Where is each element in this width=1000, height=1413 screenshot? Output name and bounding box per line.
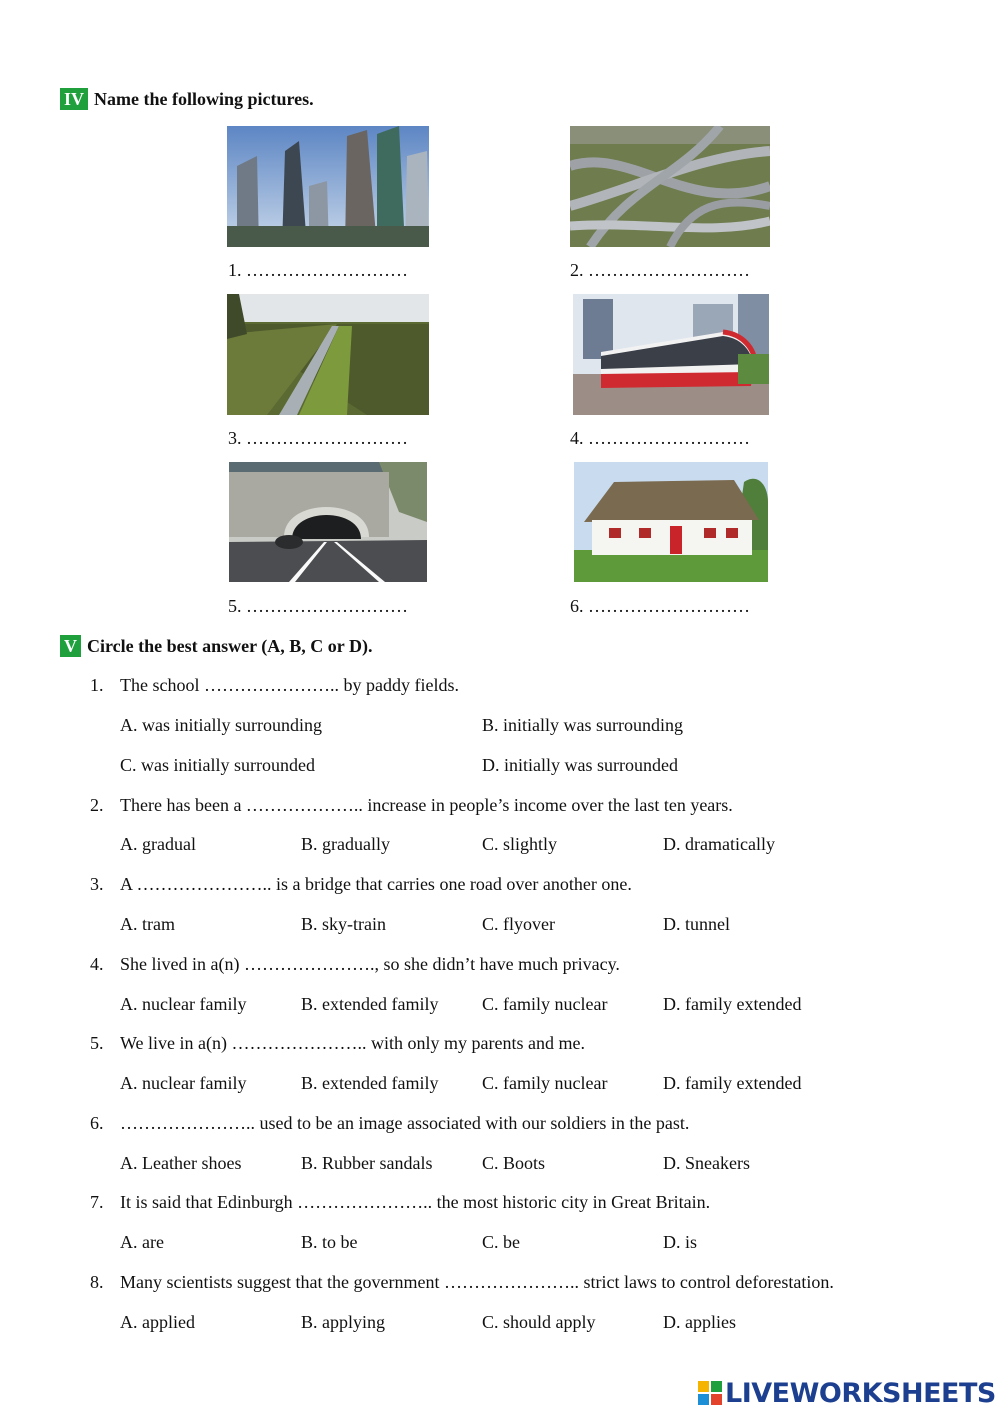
option-b[interactable]: B. extended family bbox=[301, 994, 439, 1014]
option-b[interactable]: B. to be bbox=[301, 1232, 358, 1252]
option-a[interactable]: A. nuclear family bbox=[120, 994, 247, 1014]
option-c[interactable]: C. family nuclear bbox=[482, 994, 608, 1014]
picture-label-1: 1. ……………………… bbox=[228, 260, 408, 280]
option-b[interactable]: B. initially was surrounding bbox=[482, 715, 683, 735]
option-d[interactable]: D. applies bbox=[663, 1312, 736, 1332]
logo-text: LIVEWORKSHEETS bbox=[725, 1377, 996, 1409]
option-c[interactable]: C. be bbox=[482, 1232, 520, 1252]
option-b[interactable]: B. sky-train bbox=[301, 914, 386, 934]
option-c[interactable]: C. Boots bbox=[482, 1153, 546, 1173]
question-8 bbox=[90, 1272, 834, 1293]
question-number: 4. bbox=[90, 954, 104, 974]
picture-label-5: 5. ……………………… bbox=[228, 596, 408, 616]
question-text: It is said that Edinburgh ………………….. the most historic city in Great Britain. bbox=[120, 1192, 711, 1212]
option-b[interactable]: B. applying bbox=[301, 1312, 385, 1332]
option-a[interactable]: A. Leather shoes bbox=[120, 1153, 242, 1173]
question-7 bbox=[90, 1192, 710, 1213]
option-d[interactable]: D. is bbox=[663, 1232, 698, 1252]
question-2 bbox=[90, 795, 733, 816]
question-text: She lived in a(n) …………………., so she didn’t have much privacy. bbox=[120, 954, 620, 974]
option-d[interactable]: D. dramatically bbox=[663, 834, 775, 854]
skyscrapers-photo bbox=[227, 126, 429, 247]
question-text: Many scientists suggest that the government ………………….. strict laws to control deforestation. bbox=[120, 1272, 834, 1292]
liveworksheets-logo bbox=[698, 1376, 996, 1410]
option-a[interactable]: A. tram bbox=[120, 914, 175, 934]
paddy-field-canal-photo bbox=[227, 294, 429, 415]
option-a[interactable]: A. nuclear family bbox=[120, 1073, 247, 1093]
option-c[interactable]: C. slightly bbox=[482, 834, 558, 854]
question-number: 6. bbox=[90, 1113, 104, 1133]
question-3 bbox=[90, 874, 632, 895]
question-number: 7. bbox=[90, 1192, 104, 1212]
option-c[interactable]: C. was initially surrounded bbox=[120, 755, 315, 775]
section-number: V bbox=[60, 635, 81, 657]
question-number: 8. bbox=[90, 1272, 104, 1292]
question-number: 3. bbox=[90, 874, 104, 894]
option-c[interactable]: C. should apply bbox=[482, 1312, 596, 1332]
question-number: 2. bbox=[90, 795, 104, 815]
option-b[interactable]: B. gradually bbox=[301, 834, 390, 854]
thatched-cottage-photo bbox=[574, 462, 768, 582]
section-title: Circle the best answer (A, B, C or D). bbox=[87, 635, 373, 656]
question-1 bbox=[90, 675, 459, 696]
option-d[interactable]: D. Sneakers bbox=[663, 1153, 750, 1173]
picture-label-3: 3. ……………………… bbox=[228, 428, 408, 448]
liveworksheets-logo-icon bbox=[698, 1381, 722, 1405]
sky-train-photo bbox=[573, 294, 769, 415]
option-c[interactable]: C. flyover bbox=[482, 914, 555, 934]
option-d[interactable]: D. family extended bbox=[663, 994, 802, 1014]
section-4-header bbox=[60, 88, 314, 110]
question-text: The school ………………….. by paddy fields. bbox=[120, 675, 459, 695]
question-text: ………………….. used to be an image associated with our soldiers in the past. bbox=[120, 1113, 690, 1133]
question-number: 5. bbox=[90, 1033, 104, 1053]
question-text: A ………………….. is a bridge that carries one road over another one. bbox=[120, 874, 632, 894]
section-5-header bbox=[60, 635, 372, 657]
option-b[interactable]: B. extended family bbox=[301, 1073, 439, 1093]
option-a[interactable]: A. applied bbox=[120, 1312, 195, 1332]
option-c[interactable]: C. family nuclear bbox=[482, 1073, 608, 1093]
option-a[interactable]: A. was initially surrounding bbox=[120, 715, 322, 735]
picture-label-6: 6. ……………………… bbox=[570, 596, 750, 616]
question-text: There has been a ……………….. increase in people’s income over the last ten years. bbox=[120, 795, 733, 815]
option-d[interactable]: D. tunnel bbox=[663, 914, 730, 934]
question-text: We live in a(n) ………………….. with only my parents and me. bbox=[120, 1033, 585, 1053]
flyover-interchange-photo bbox=[570, 126, 770, 247]
option-a[interactable]: A. are bbox=[120, 1232, 164, 1252]
picture-label-2: 2. ……………………… bbox=[570, 260, 750, 280]
picture-label-4: 4. ……………………… bbox=[570, 428, 750, 448]
option-b[interactable]: B. Rubber sandals bbox=[301, 1153, 433, 1173]
section-title: Name the following pictures. bbox=[94, 88, 314, 109]
question-number: 1. bbox=[90, 675, 104, 695]
question-4 bbox=[90, 954, 620, 975]
question-6 bbox=[90, 1113, 689, 1134]
option-a[interactable]: A. gradual bbox=[120, 834, 196, 854]
option-d[interactable]: D. initially was surrounded bbox=[482, 755, 678, 775]
option-d[interactable]: D. family extended bbox=[663, 1073, 802, 1093]
question-5 bbox=[90, 1033, 585, 1054]
tunnel-photo bbox=[229, 462, 427, 582]
section-number: IV bbox=[60, 88, 88, 110]
